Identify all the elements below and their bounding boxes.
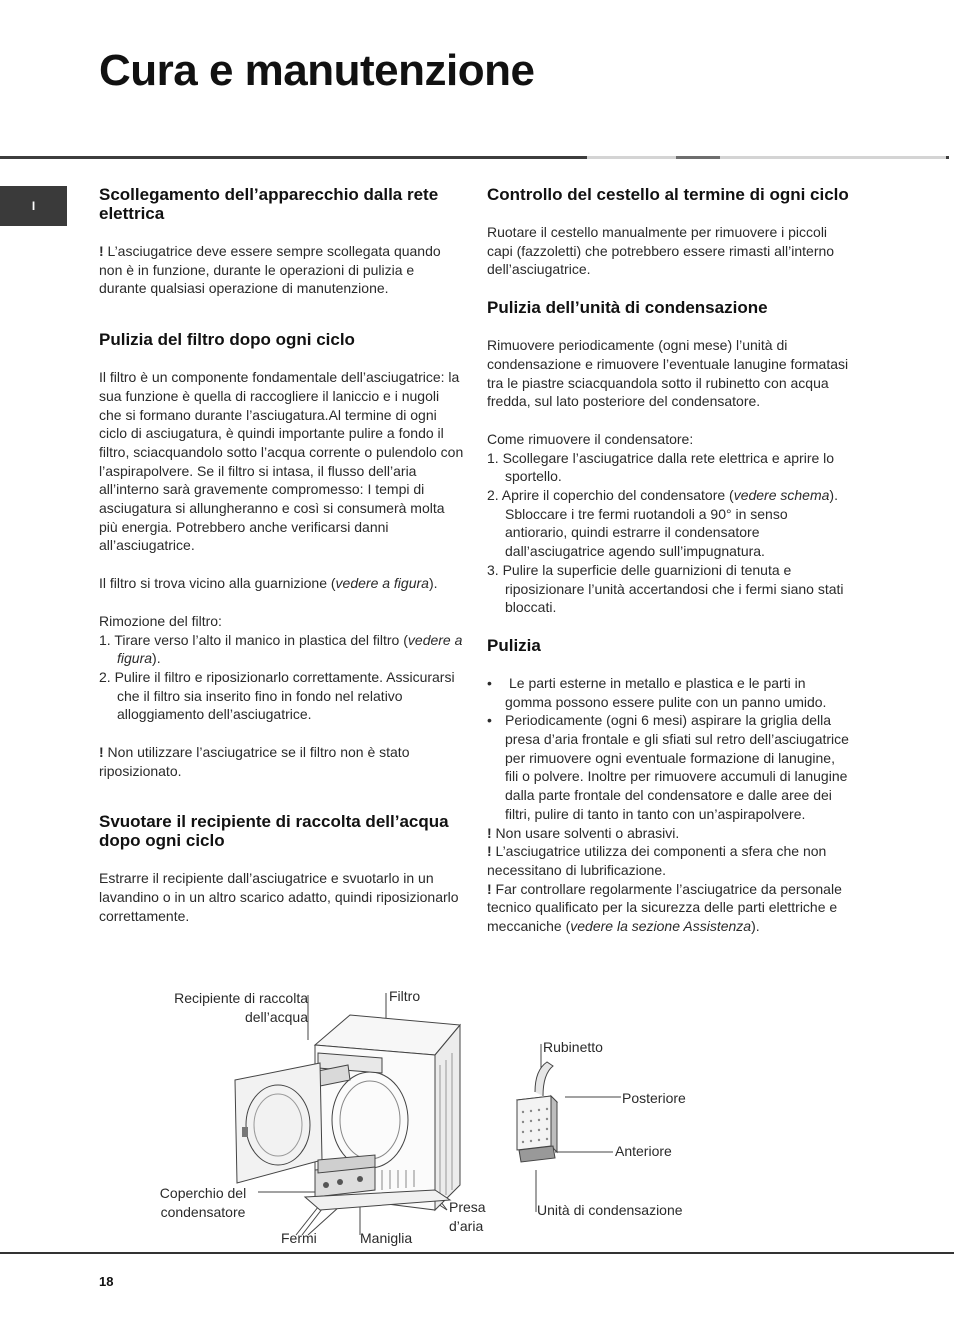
figure-label-rear: Posteriore [622, 1090, 686, 1106]
figure-label-latches: Fermi [281, 1230, 317, 1246]
condenser-illustration [505, 1040, 630, 1225]
header-rule-segment [720, 156, 946, 159]
warning-text: L’asciugatrice deve essere sempre scollegata quando non è in funzione, durante le operazioni di pulizia e durante qualsiasi operazione di manutenzione. [99, 243, 441, 297]
figure-label-air-intake: Presa d’aria [449, 1199, 486, 1234]
warning-mark: ! [487, 824, 492, 841]
filter-paragraph: Il filtro è un componente fondamentale dell’asciugatrice: la sua funzione è quella di raccogliere il laniccio e i nugoli che si formano durante l’asciugatura.Al termine di ogni ciclo di asciugatura, è quindi importante pulire a fondo il filtro, sciacquandolo sotto l’acqua corrente o pulendolo con l’aspirapolvere. Se il filtro si intasa, il flusso dell’aria all’interno sarà gravemente compromesso: I tempi di asciugatura si allungheranno e così si consumerà molta più energia. Potrebbero anche verificarsi danni all’asciugatrice. [99, 369, 464, 554]
section-heading-disconnect: Scollegamento dell’apparecchio dalla rete elettrica [99, 185, 439, 223]
condenser-how-intro: Come rimuovere il condensatore: [487, 430, 694, 447]
filter-removal-steps [99, 631, 465, 725]
figure-label-filter: Filtro [389, 988, 421, 1004]
dryer-illustration [150, 985, 490, 1250]
filter-warning [99, 743, 465, 780]
list-item: 3. Pulire la superficie delle guarnizioni di tenuta e riposizionare l’unità accertandosi che i fermi siano stati bloccati. [487, 561, 844, 616]
list-item: 1. Scollegare l’asciugatrice dalla rete elettrica e aprire lo sportello. [487, 449, 835, 485]
warning-mark: ! [99, 744, 104, 761]
list-item: 2. Aprire il coperchio del condensatore (vedere schema). Sbloccare i tre fermi ruotandoli a 90° in senso antiorario, quindi estrarre il condensatore dall’asciugatrice agendo sull’impugnatura. [487, 487, 838, 560]
cleaning-warning-service: ! Far controllare regolarmente l’asciugatrice da personale tecnico qualificato per la sicurezza delle parti elettriche e meccaniche (vedere la sezione Assistenza). [487, 880, 842, 935]
figure-label-recipient: Recipiente di raccolta dell’acqua [174, 990, 308, 1025]
filter-removal-intro: Rimozione del filtro: [99, 612, 222, 629]
warning-text: Non utilizzare l’asciugatrice se il filtro non è stato riposizionato. [99, 744, 410, 779]
figure-label-handle: Maniglia [360, 1230, 413, 1246]
cleaning-warning-lubrication: ! L’asciugatrice utilizza dei componenti a sfera che non necessitano di lubrificazione. [487, 843, 827, 878]
footer-rule [0, 1252, 954, 1254]
disconnect-warning [99, 242, 465, 298]
figure-label-cover: Coperchio del condensatore [159, 1185, 247, 1220]
cleaning-warning-solvents: ! Non usare solventi o abrasivi. [487, 824, 680, 841]
section-heading-water-container: Svuotare il recipiente di raccolta dell’acqua dopo ogni ciclo [99, 812, 449, 851]
figure-label-tap: Rubinetto [543, 1039, 603, 1055]
cleaning-bullets [487, 674, 852, 824]
condenser-removal-steps [487, 449, 852, 617]
condenser-paragraph: Rimuovere periodicamente (ogni mese) l’unità di condensazione e rimuovere l’eventuale lanugine formatasi tra le piastre sciacquandola sotto il rubinetto con acqua fredda, sul lato posteriore del condensatore. [487, 337, 849, 410]
list-item: 2. Pulire il filtro e riposizionarlo correttamente. Assicurarsi che il filtro sia inserito fino in fondo nel relativo alloggiamento dell’asciugatrice. [99, 668, 455, 723]
figure-label-condenser-unit: Unità di condensazione [537, 1202, 683, 1218]
page-number: 18 [99, 1274, 114, 1289]
warning-mark: ! [99, 243, 104, 259]
list-item: 1. Tirare verso l’alto il manico in plastica del filtro (vedere a figura). [99, 631, 463, 667]
header-rule [0, 156, 587, 159]
filter-location: Il filtro si trova vicino alla guarnizione (vedere a figura). [99, 575, 438, 592]
header-rule-segment [587, 156, 676, 159]
section-heading-cleaning: Pulizia [487, 635, 541, 655]
left-column [99, 185, 465, 926]
drum-check-paragraph: Ruotare il cestello manualmente per rimuovere i piccoli capi (fazzoletti) che potrebbero essere rimasti all’interno dell’asciugatrice. [487, 224, 835, 278]
section-heading-drum-check: Controllo del cestello al termine di ogni ciclo [487, 185, 849, 204]
right-column [487, 185, 852, 936]
page-title: Cura e manutenzione [99, 46, 535, 95]
list-item: • Le parti esterne in metallo e plastica e le parti in gomma possono essere pulite con un panno umido. [487, 674, 827, 710]
warning-mark: ! [487, 843, 492, 860]
section-heading-condenser: Pulizia dell’unità di condensazione [487, 298, 768, 318]
header-rule-end [946, 156, 949, 159]
list-item: • Periodicamente (ogni 6 mesi) aspirare la griglia della presa d’aria frontale e gli sfiati sul retro dell’asciugatrice per rimuovere ogni eventuale formazione di lanugine, fili o polvere. Inoltre per rimuovere accumuli di lanugine dalla parte frontale del condensatore e dalle aree dei filtri, pulire di tanto in tanto con un’aspirapolvere. [487, 712, 849, 822]
figure-label-front: Anteriore [615, 1143, 672, 1159]
header-rule-segment [676, 156, 720, 159]
water-container-paragraph: Estrarre il recipiente dall’asciugatrice e svuotarlo in un lavandino o in un altro scarico adatto, quindi riposizionarlo correttamente. [99, 870, 459, 924]
warning-mark: ! [487, 880, 492, 897]
section-heading-filter: Pulizia del filtro dopo ogni ciclo [99, 330, 355, 350]
language-tab: I [0, 186, 67, 226]
